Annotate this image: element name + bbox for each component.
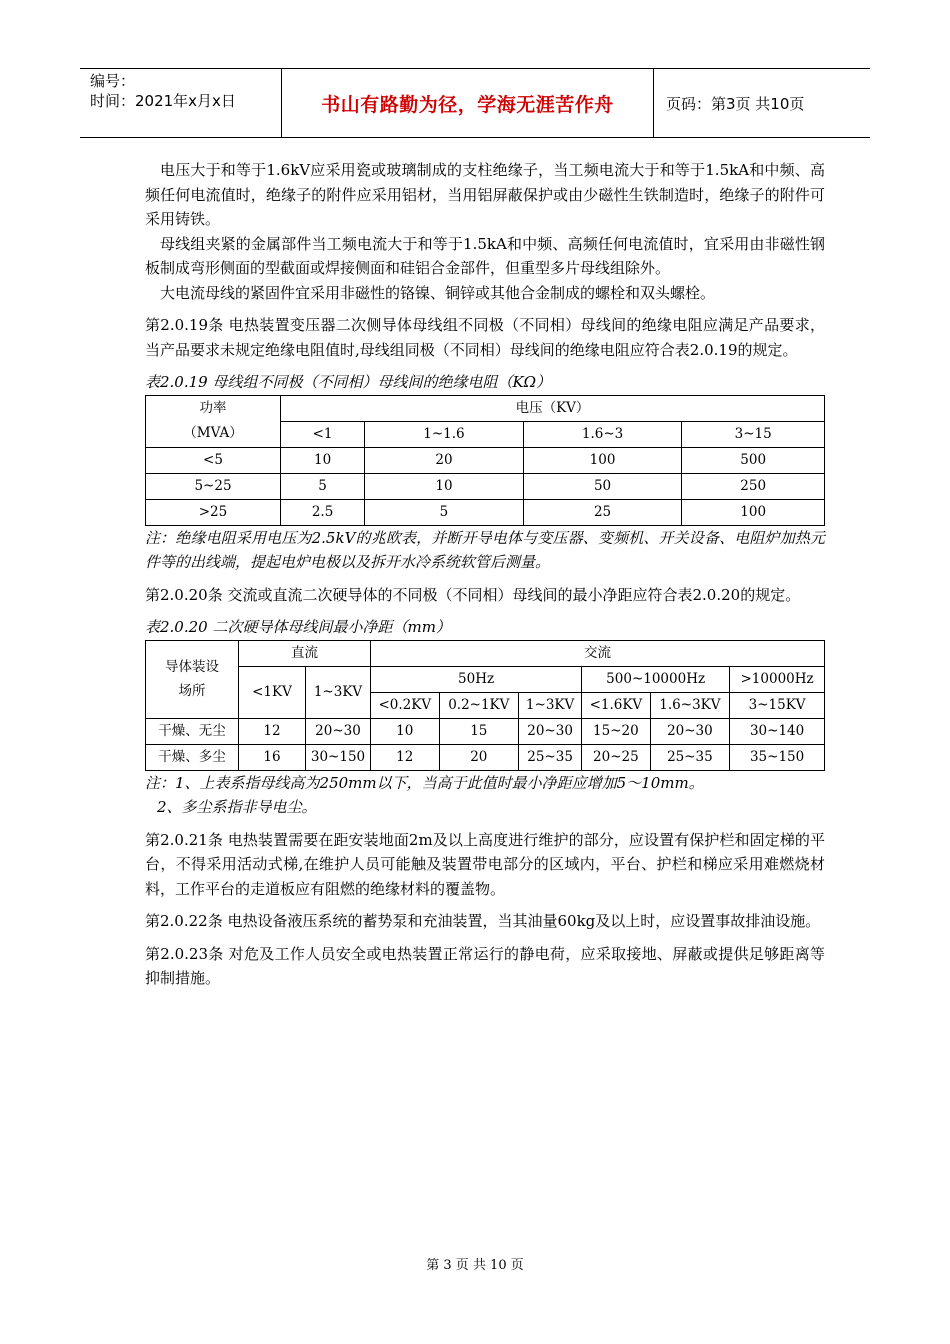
table1-cell: 100 (523, 447, 682, 473)
table1-cell: 50 (523, 473, 682, 499)
table2-cell: 20~25 (582, 744, 651, 770)
table1-cell: 5 (281, 473, 365, 499)
table1-cell: 10 (365, 473, 524, 499)
table2-ac-group: >10000Hz (730, 666, 825, 692)
table2-caption: 表2.0.20 二次硬导体母线间最小净距（mm） (145, 618, 451, 636)
table2-head-dc: 直流 (239, 640, 371, 666)
table2-ac-col: <0.2KV (371, 692, 440, 718)
header-motto-cell (282, 69, 654, 137)
clause-2-0-23: 第2.0.23条 对危及工作人员安全或电热装置正常运行的静电荷，应采取接地、屏蔽或提供足够距离等抑制措施。 (145, 944, 825, 987)
table2-ac-col: <1.6KV (582, 692, 651, 718)
table2-cell: 干燥、多尘 (146, 744, 239, 770)
table-row (146, 718, 825, 744)
table1-cell: 500 (682, 447, 825, 473)
table2-cell: 15~20 (582, 718, 651, 744)
table-min-clearance (145, 640, 825, 771)
header-left (80, 69, 282, 137)
table2-ac-group: 50Hz (371, 666, 582, 692)
clause-2-0-21: 第2.0.21条 电热装置需要在距安装地面2m及以上高度进行维护的部分，应设置有保护栏和固定梯的平台，不得采用活动式梯,在维护人员可能触及装置带电部分的区域内，平台、护栏和梯应采用难燃烧材料，工作平台的走道板应有阻燃的绝缘材料的覆盖物。 (145, 830, 825, 898)
table2-cell: 30~150 (306, 744, 371, 770)
table2-cell: 20~30 (306, 718, 371, 744)
table1-head-voltage: 电压（KV） (281, 395, 825, 421)
table2-note-2: 2、多尘系指非导电尘。 (157, 798, 317, 816)
header-motto: 书山有路勤为径，学海无涯苦作舟 (321, 93, 614, 116)
table2-head-place (146, 640, 239, 718)
table2-cell: 25~35 (519, 744, 582, 770)
table2-dc-col: 1~3KV (306, 666, 371, 718)
table2-dc-col: <1KV (239, 666, 306, 718)
table2-cell: 16 (239, 744, 306, 770)
table1-cell: 250 (682, 473, 825, 499)
table1-col: 1~1.6 (365, 421, 524, 447)
table-row (146, 473, 825, 499)
table2-ac-col: 1.6~3KV (650, 692, 730, 718)
number-label: 编号： (90, 72, 136, 90)
page-header (80, 68, 870, 138)
table1-cell: 5 (365, 499, 524, 525)
table1-caption: 表2.0.19 母线组不同极（不同相）母线间的绝缘电阻（KΩ） (145, 373, 552, 391)
table1-col: <1 (281, 421, 365, 447)
table2-cell: 10 (371, 718, 440, 744)
table1-col: 3~15 (682, 421, 825, 447)
table2-ac-group: 500~10000Hz (582, 666, 730, 692)
table-row (146, 744, 825, 770)
paragraph-insulator: 电压大于和等于1.6kV应采用瓷或玻璃制成的支柱绝缘子，当工频电流大于和等于1.5kA和中频、高频任何电流值时，绝缘子的附件应采用铝材，当用铝屏蔽保护或由少磁性生铁制造时，绝缘子的附件可采用铸铁。 (145, 161, 825, 228)
table1-cell: 5~25 (146, 473, 281, 499)
table2-cell: 20~30 (650, 718, 730, 744)
table2-note-1: 注：1、上表系指母线高为250mm以下，当高于此值时最小净距应增加5～10mm。 (145, 773, 704, 792)
table1-head-mva: （MVA） (146, 421, 281, 447)
table2-cell: 25~35 (650, 744, 730, 770)
table1-cell: 100 (682, 499, 825, 525)
table2-head-place-text: 导体装设场所 (165, 659, 219, 699)
table-row (146, 447, 825, 473)
paragraph-clamp: 母线组夹紧的金属部件当工频电流大于和等于1.5kA和中频、高频任何电流值时，宜采用由非磁性钢板制成弯形侧面的型截面或焊接侧面和硅铝合金部件，但重型多片母线组除外。 (145, 234, 825, 277)
page-footer: 第 3 页 共 10 页 (426, 1258, 524, 1273)
time-label: 时间：2021年x月x日 (90, 92, 236, 110)
table1-note: 注：绝缘电阻采用电压为2.5kV的兆欧表，并断开导电体与变压器、变频机、开关设备、电阻炉加热元件等的出线端，提起电炉电极以及拆开水冷系统软管后测量。 (145, 528, 825, 571)
clause-2-0-20: 第2.0.20条 交流或直流二次硬导体的不同极（不同相）母线间的最小净距应符合表2.0.20的规定。 (145, 585, 801, 604)
table2-cell: 15 (439, 718, 519, 744)
paragraph-fastener: 大电流母线的紧固件宜采用非磁性的铬镍、铜锌或其他合金制成的螺栓和双头螺栓。 (160, 283, 716, 302)
header-page-info: 页码：第3页 共10页 (666, 94, 805, 113)
table2-cell: 干燥、无尘 (146, 718, 239, 744)
table-insulation-resistance (145, 395, 825, 526)
clause-2-0-19: 第2.0.19条 电热装置变压器二次侧导体母线组不同极（不同相）母线间的绝缘电阻应满足产品要求，当产品要求未规定绝缘电阻值时,母线组同极（不同相）母线间的绝缘电阻应符合表2.0.19的规定。 (145, 316, 825, 359)
table2-cell: 35~150 (730, 744, 825, 770)
table1-cell: 2.5 (281, 499, 365, 525)
table1-cell: 20 (365, 447, 524, 473)
table2-head-ac: 交流 (371, 640, 825, 666)
clause-2-0-22: 第2.0.22条 电热设备液压系统的蓄势泵和充油装置，当其油量60kg及以上时，应设置事故排油设施。 (145, 912, 821, 930)
table1-cell: <5 (146, 447, 281, 473)
table1-cell: >25 (146, 499, 281, 525)
table2-ac-col: 3~15KV (730, 692, 825, 718)
table2-cell: 12 (239, 718, 306, 744)
table2-ac-col: 0.2~1KV (439, 692, 519, 718)
table2-cell: 20~30 (519, 718, 582, 744)
table2-cell: 30~140 (730, 718, 825, 744)
table2-cell: 12 (371, 744, 440, 770)
table1-cell: 25 (523, 499, 682, 525)
table2-ac-col: 1~3KV (519, 692, 582, 718)
table2-cell: 20 (439, 744, 519, 770)
table1-cell: 10 (281, 447, 365, 473)
document-body (145, 158, 825, 991)
table1-head-power: 功率 (146, 395, 281, 421)
table1-col: 1.6~3 (523, 421, 682, 447)
table-row (146, 499, 825, 525)
